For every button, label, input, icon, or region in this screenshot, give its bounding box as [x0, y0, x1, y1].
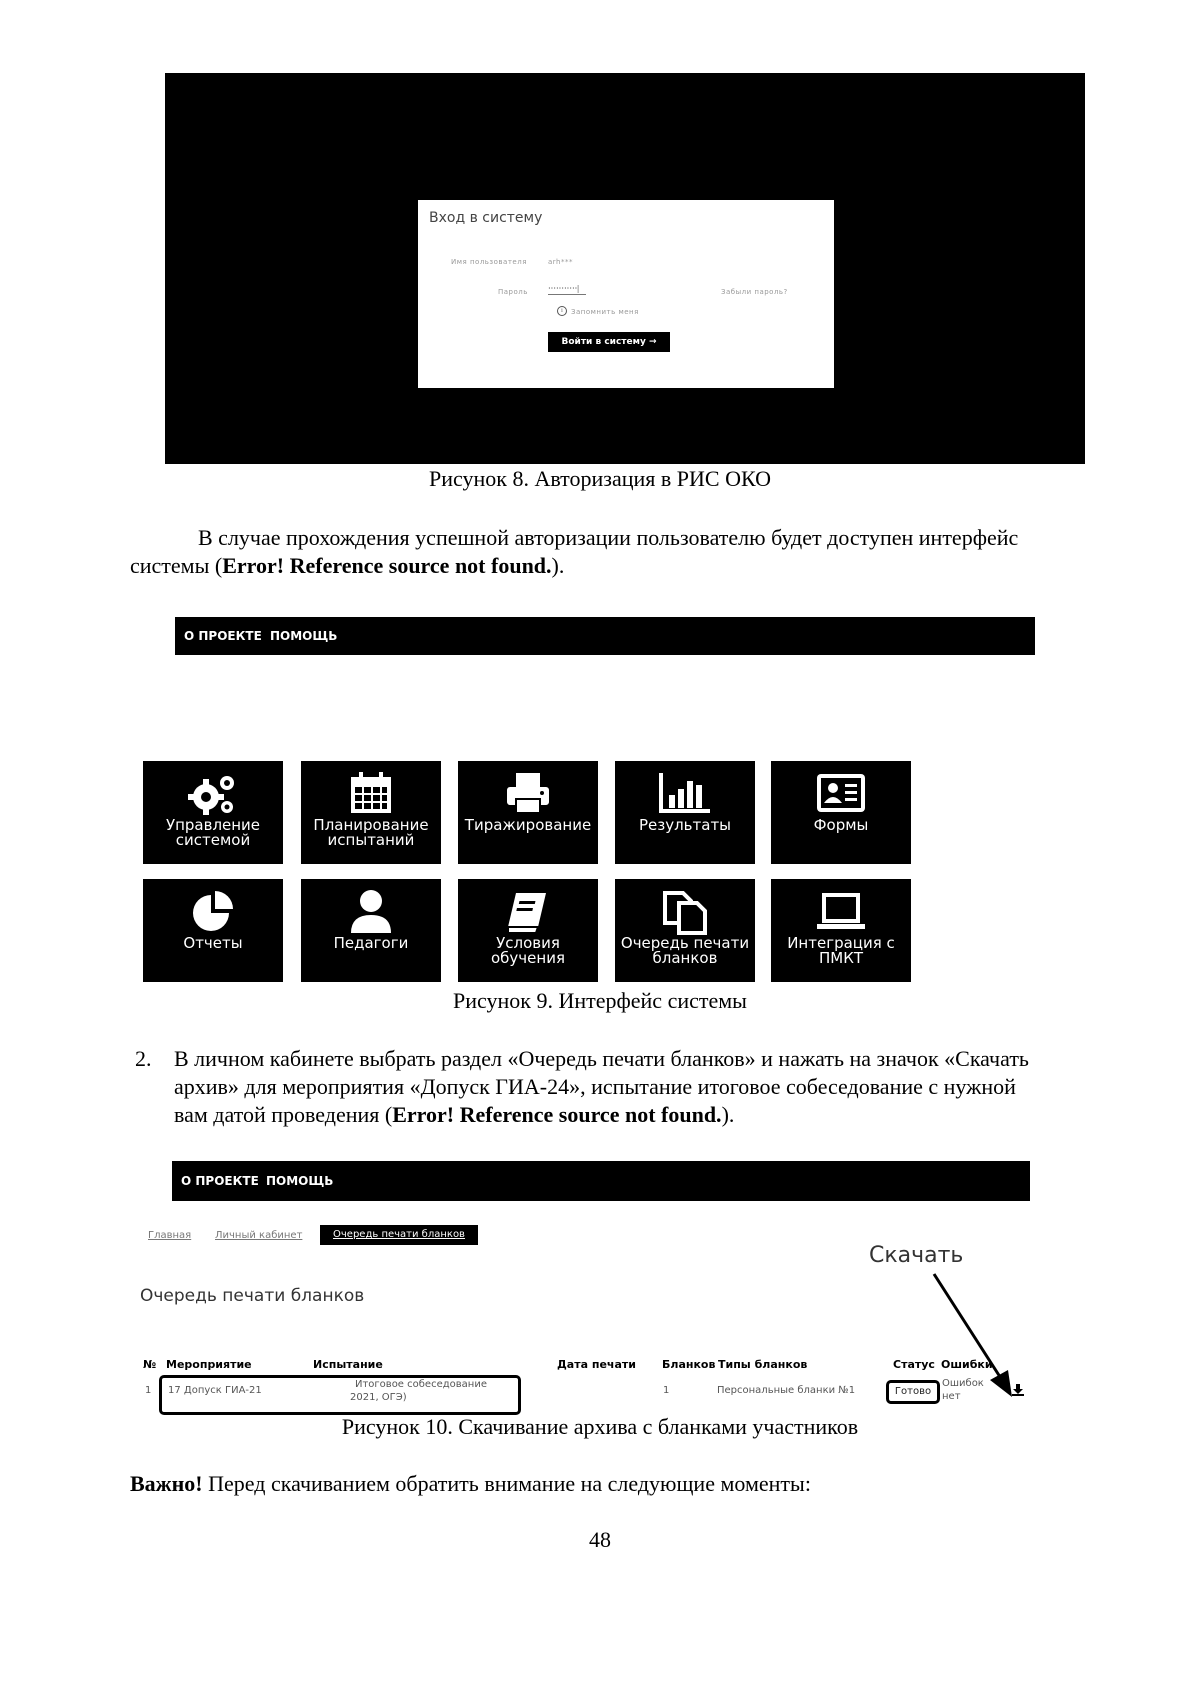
- tile-label: Планирование: [313, 816, 429, 834]
- top-nav-bar: [175, 617, 1035, 655]
- download-annotation: Скачать: [869, 1243, 964, 1268]
- nav-about-link[interactable]: О ПРОЕКТЕ: [184, 629, 262, 643]
- tile-label: Формы: [813, 816, 869, 834]
- figure-10-caption: Рисунок 10. Скачивание архива с бланками участников: [341, 1414, 859, 1439]
- important-note: Важно! Перед скачиванием обратить внимание на следующие моменты:: [130, 1471, 811, 1496]
- count-cell: 1: [663, 1385, 670, 1396]
- book-icon: [458, 889, 598, 933]
- tile-forms[interactable]: [771, 761, 911, 864]
- tile-label: Тиражирование: [464, 816, 592, 834]
- tile-label: Отчеты: [183, 934, 243, 952]
- row-number: 1: [145, 1385, 152, 1396]
- printer-icon: [458, 771, 598, 815]
- paragraph-line: В личном кабинете выбрать раздел «Очередь печати бланков» и нажать на значок «Скачать: [174, 1046, 1029, 1071]
- login-button[interactable]: Войти в систему →: [548, 332, 670, 352]
- test-cell: Итоговое собеседование: [355, 1379, 487, 1390]
- page-title: Очередь печати бланков: [140, 1286, 365, 1306]
- tile-reports[interactable]: [143, 879, 283, 982]
- copy-icon: [615, 889, 755, 933]
- bar-chart-icon: [615, 771, 755, 815]
- paragraph-line: В случае прохождения успешной авторизации пользователю будет доступен интерфейс: [198, 525, 1019, 550]
- tile-label: Очередь печати: [620, 934, 750, 952]
- tile-label: испытаний: [327, 831, 415, 849]
- errors-cell: Ошибок: [942, 1378, 984, 1389]
- pie-chart-icon: [143, 889, 283, 933]
- column-header: Бланков: [662, 1358, 716, 1371]
- download-icon[interactable]: [1011, 1383, 1025, 1397]
- breadcrumb-current[interactable]: Очередь печати бланков: [320, 1225, 478, 1245]
- top-nav-bar: [172, 1161, 1030, 1201]
- tile-teachers[interactable]: [301, 879, 441, 982]
- calendar-icon: [301, 771, 441, 815]
- tile-label: бланков: [652, 949, 718, 967]
- username-label: Имя пользователя: [451, 258, 527, 266]
- nav-help-link[interactable]: ПОМОЩЬ: [266, 1174, 334, 1188]
- password-label: Пароль: [498, 288, 528, 296]
- figure-9-caption: Рисунок 9. Интерфейс системы: [453, 988, 747, 1013]
- login-title: Вход в систему: [429, 210, 543, 226]
- login-screenshot: [165, 73, 1085, 464]
- paragraph-line: архив» для мероприятия «Допуск ГИА-24», испытание итоговое собеседование с нужной: [174, 1074, 1016, 1099]
- errors-cell: нет: [942, 1391, 961, 1402]
- tile-label: Педагоги: [333, 934, 409, 952]
- column-header: Дата печати: [557, 1358, 636, 1371]
- paragraph-line: системы (Error! Reference source not found.).: [130, 553, 565, 578]
- types-cell: Персональные бланки №1: [717, 1385, 856, 1396]
- tile-label: обучения: [491, 949, 565, 967]
- username-field[interactable]: arh***: [548, 258, 573, 266]
- list-number: 2.: [135, 1046, 152, 1071]
- tile-system-management[interactable]: [143, 761, 283, 864]
- column-header: Типы бланков: [718, 1358, 808, 1371]
- id-card-icon: [771, 771, 911, 815]
- test-cell: 2021, ОГЭ): [350, 1392, 407, 1403]
- user-icon: [301, 889, 441, 933]
- tile-replication[interactable]: [458, 761, 598, 864]
- column-header: Ошибки: [941, 1358, 993, 1371]
- tile-label: Результаты: [638, 816, 732, 834]
- tile-label: системой: [175, 831, 251, 849]
- breadcrumb-home[interactable]: Главная: [148, 1230, 192, 1241]
- forgot-password-link[interactable]: Забыли пароль?: [721, 288, 788, 296]
- event-cell: 17 Допуск ГИА-21: [168, 1385, 262, 1396]
- tile-print-queue[interactable]: [615, 879, 755, 982]
- laptop-icon: [771, 889, 911, 933]
- breadcrumb-cabinet[interactable]: Личный кабинет: [215, 1230, 303, 1241]
- tile-pmkt-integration[interactable]: [771, 879, 911, 982]
- figure-8-caption: Рисунок 8. Авторизация в РИС ОКО: [429, 466, 771, 491]
- password-field[interactable]: ···········|: [548, 285, 586, 295]
- tile-results[interactable]: [615, 761, 755, 864]
- tile-label: Интеграция с: [787, 934, 895, 952]
- status-badge: Готово: [886, 1380, 940, 1404]
- paragraph-line: вам датой проведения (Error! Reference source not found.).: [174, 1102, 735, 1127]
- tile-label: Управление: [165, 816, 261, 834]
- column-header: Статус: [893, 1358, 935, 1371]
- gears-icon: [143, 771, 283, 815]
- nav-help-link[interactable]: ПОМОЩЬ: [270, 629, 338, 643]
- nav-about-link[interactable]: О ПРОЕКТЕ: [181, 1174, 259, 1188]
- info-icon[interactable]: i: [557, 306, 567, 316]
- login-dialog: [418, 200, 834, 388]
- remember-me-label: Запомнить меня: [571, 308, 639, 316]
- column-header: Мероприятие: [166, 1358, 252, 1371]
- column-header: №: [143, 1358, 157, 1371]
- column-header: Испытание: [313, 1358, 383, 1371]
- page-number: 48: [589, 1527, 611, 1552]
- tile-label: Условия: [496, 934, 560, 952]
- tile-test-planning[interactable]: [301, 761, 441, 864]
- tile-learning-conditions[interactable]: [458, 879, 598, 982]
- tile-label: ПМКТ: [818, 949, 864, 967]
